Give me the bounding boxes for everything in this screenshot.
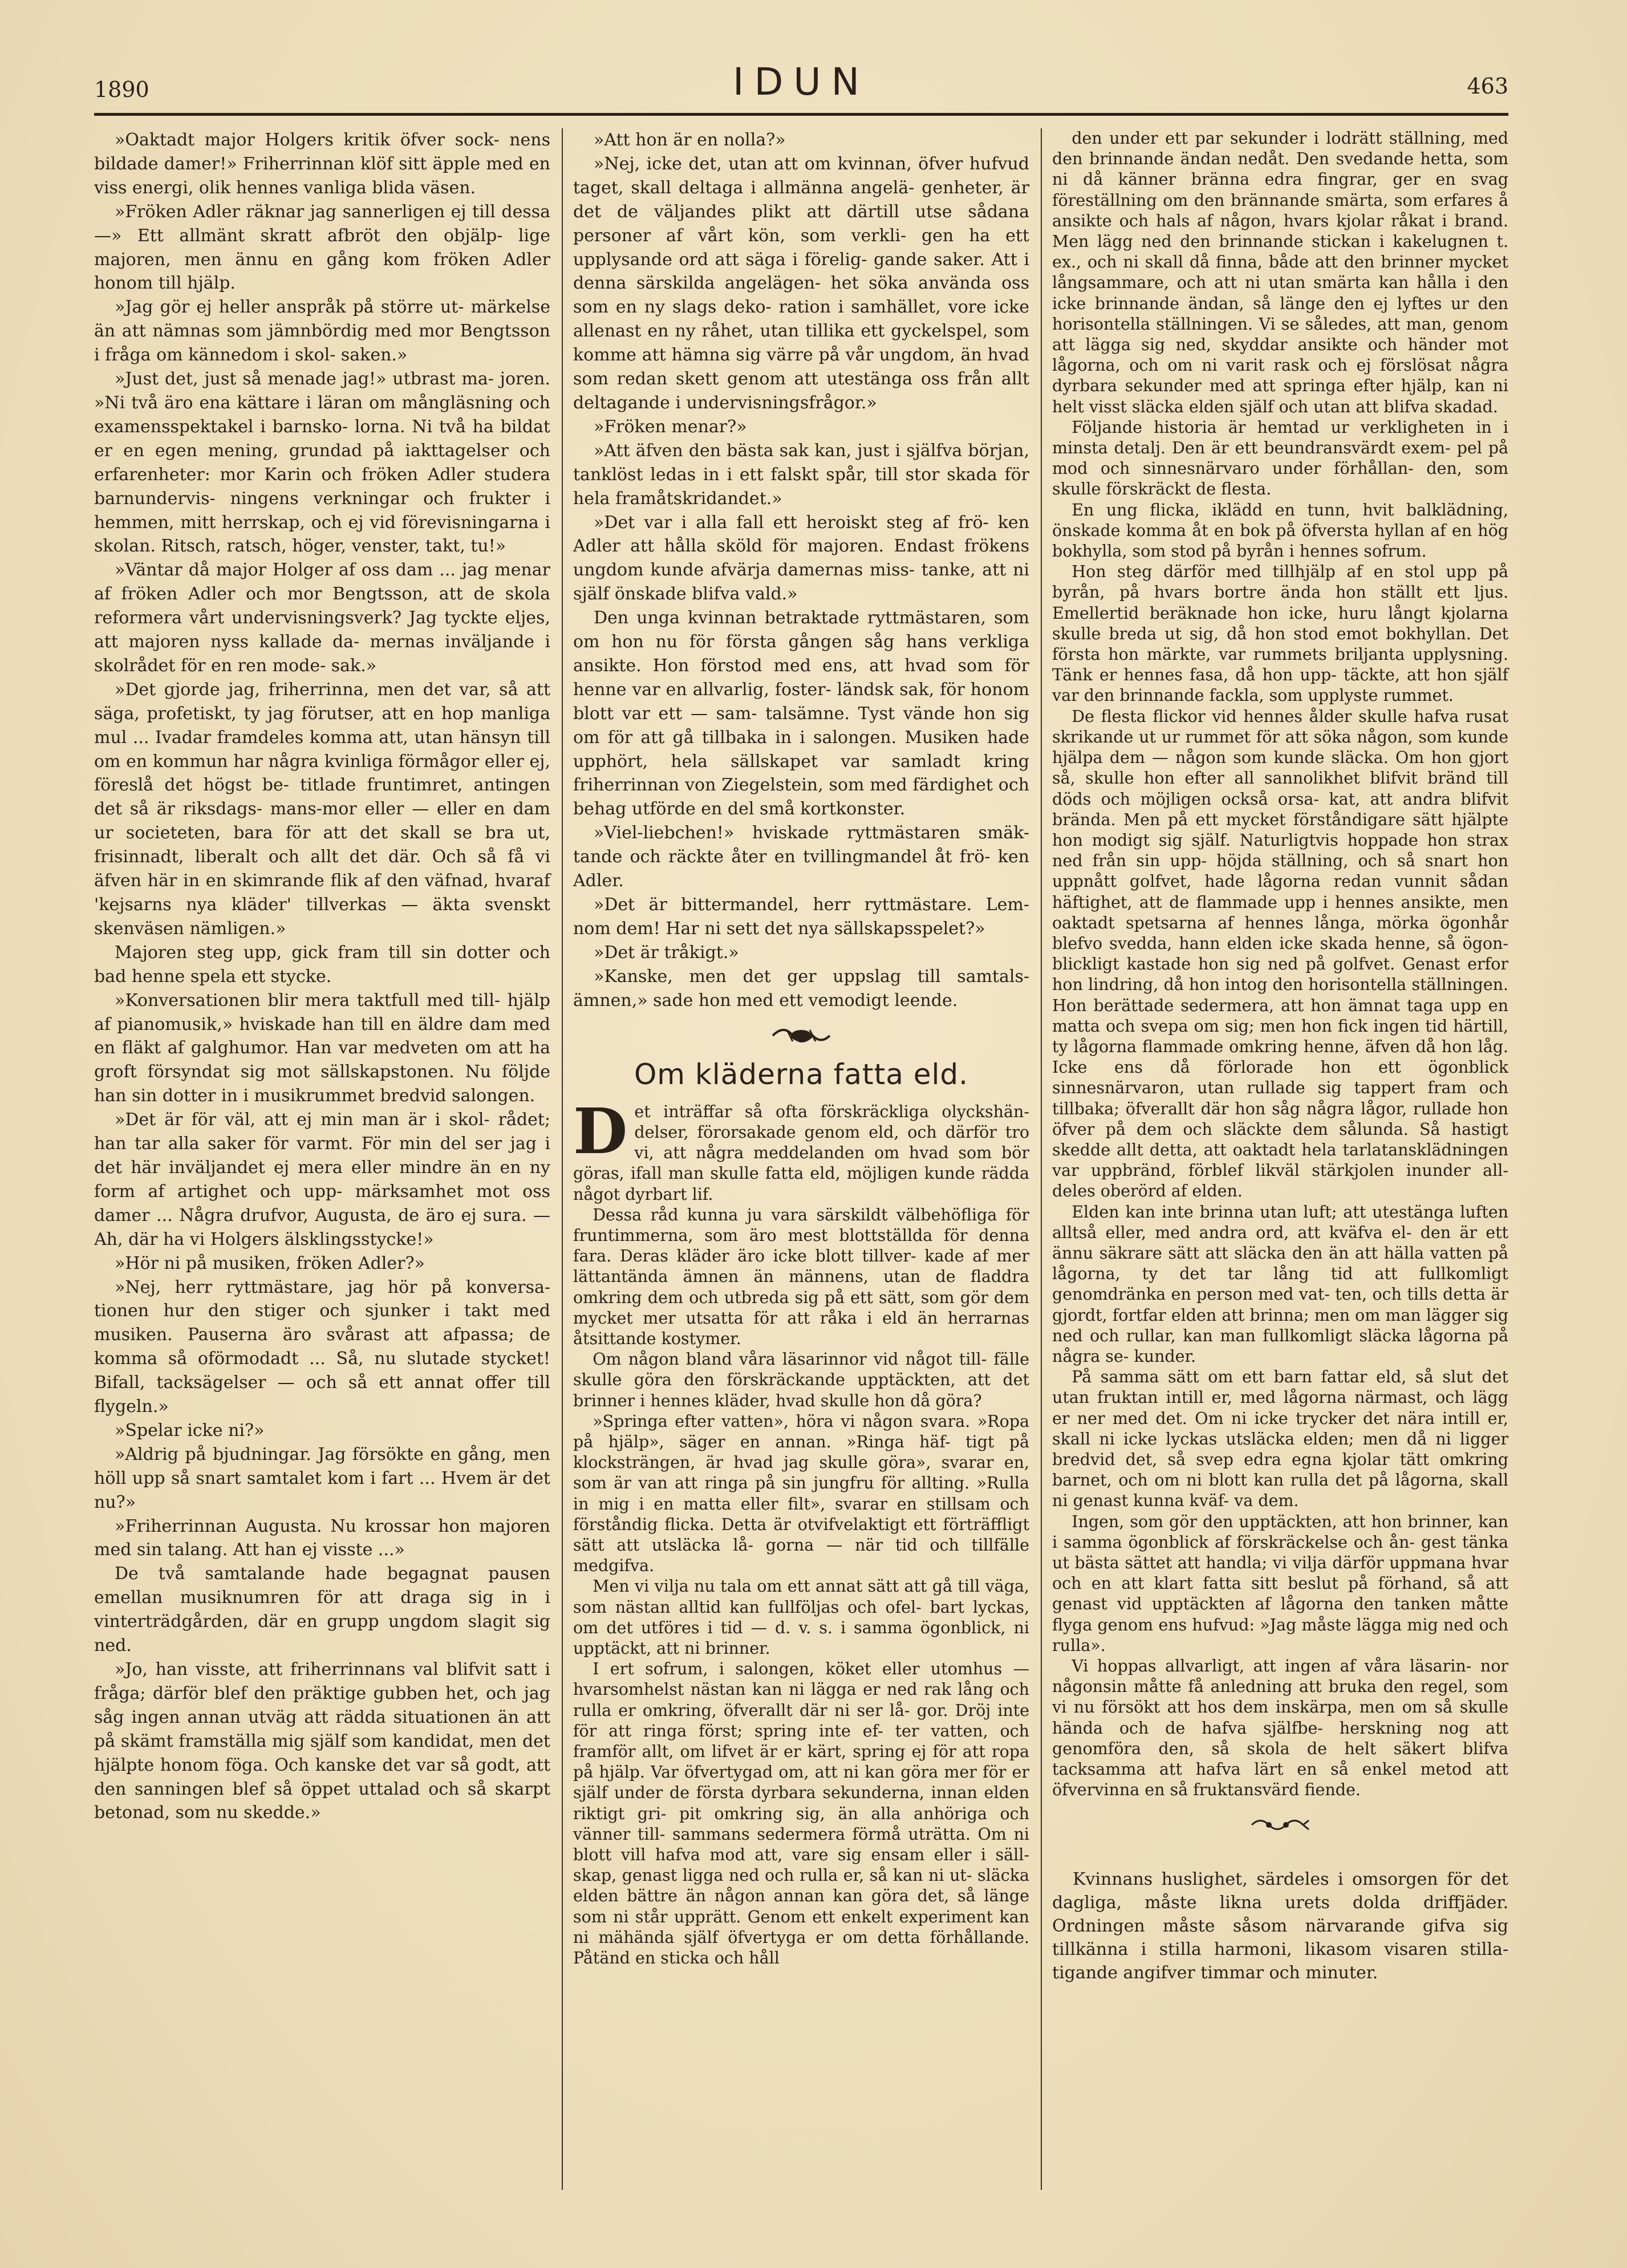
article-paragraph: »Springa efter vatten», höra vi någon svara. »Ropa på hjälp», säger en annan. »Ringa häf- tigt på klocksträngen, är hvad jag skulle göra», svarar en, som är van att ringa på sin jungfru för allting. »Rulla in mig i en matta eller filt», svarar en stillsam och förståndig flicka. Detta är otvifvelaktigt ett förträffligt sätt att utsläcka lå- gorna — när tid och tillfälle medgifva. [573, 1411, 1029, 1576]
drop-cap: D [573, 1094, 628, 1168]
paragraph: »Det är för väl, att ej min man är i skol- rådet; han tar alla saker för varmt. För min del ser jag i det här inväljandet ej mera eller mindre än en ny form af artighet och upp- märksamhet mot oss damer ... Några drufvor, Augusta, de äro ej sura. — Ah, där ha vi Holgers älsklingsstycke!» [94, 1110, 550, 1249]
masthead-title: IDUN [733, 60, 870, 104]
column-right [1052, 128, 1508, 1985]
paragraph: De två samtalande hade begagnat pausen emellan musiknumren för att draga sig in i vinterträdgården, där en grupp ungdom slagit sig ned. [94, 1564, 550, 1656]
paragraph: »Oaktadt major Holgers kritik öfver sock- nens bildade damer!» Friherrinnan klöf sitt äpple med en viss energi, olik hennes vanliga blida väsen. [94, 130, 550, 198]
paragraph: »Friherrinnan Augusta. Nu krossar hon majoren med sin talang. Att han ej visste ...» [94, 1516, 550, 1560]
divider-ornament [573, 1013, 1029, 1058]
paragraph: »Jo, han visste, att friherrinnans val blifvit satt i fråga; därför blef den präktige gubben het, och jag såg ingen annan utväg att rädda situationen än att på skämt framställa mig själf som kandidat, men det hjälpte honom föga. Och kanske det var så godt, att den sanningen blef så öppet uttalad och så skarpt betonad, som nu skedde.» [94, 1660, 550, 1823]
paragraph: »Spelar icke ni?» [115, 1420, 265, 1441]
header-year: 1890 [94, 77, 149, 102]
paragraph: »Hör ni på musiken, fröken Adler?» [115, 1253, 425, 1273]
paragraph: »Att äfven den bästa sak kan, just i själfva början, tanklöst ledas in i ett falskt spår, till stor skada för hela framåtskridandet.» [573, 440, 1029, 509]
article-paragraph: Om någon bland våra läsarinnor vid något till- fälle skulle göra den förskräckande upptäckten, att det brinner i hennes kläder, hvad skulle hon då göra? [573, 1350, 1029, 1410]
paragraph: »Nej, herr ryttmästare, jag hör på konversa- tionen hur den stiger och sjunker i takt med musiken. Pauserna äro svårast att afpassa; de komma så oförmodadt ... Så, nu slutade stycket! Bifall, tacksägelser — och så ett annat offer till flygeln.» [94, 1277, 550, 1417]
article-paragraph: Följande historia är hemtad ur verkligheten in i minsta detalj. Den är ett beundransvärdt exem- pel på mod och sinnesnärvaro under förhållan- den, som skulle förskräckt de flesta. [1052, 417, 1508, 499]
article-paragraph: I ert sofrum, i salongen, köket eller utomhus — hvarsomhelst nästan kan ni lägga er ned rak lång och rulla er omkring, öfverallt där ni ser lå- gor. Dröj inte för att ringa först; spring inte ef- ter vatten, och framför allt, om lifvet är er kärt, spring ej för att ropa på hjälp. Var öfvertygad om, att ni kan göra mer för er själf under de första dyrbara sekunderna, innan elden riktigt gri- pit omkring sig, än alla anhöriga och vänner till- sammans sedermera förmå uträtta. Om ni blott vill hafva mod att, vare sig ensam eller i säll- skap, genast ligga ned och rulla er, så kan ni ut- släcka elden bättre än någon annan kan göra det, så länge som ni står upprätt. Genom ett enkelt experiment kan ni mähända själf öfvertyga er om detta förhållande. Påtänd en sticka och håll [573, 1660, 1029, 1968]
article-paragraph: En ung flicka, iklädd en tunn, hvit balklädning, önskade komma åt en bok på öfversta hyllan af en hög bokhylla, som stod på byrån i hennes sofrum. [1052, 500, 1508, 561]
article-paragraph: Hon steg därför med tillhjälp af en stol upp på byrån, på hvars bortre ända hon ställt ett ljus. Emellertid beräknade hon icke, huru långt kjolarna skulle breda ut sig, då hon stod emot bokhyllan. Det första hon märkte, var rummets briljanta upplysning. Tänk er hennes fasa, då hon upp- täckte, att hon själf var den brinnande fackla, som upplyste rummet. [1052, 562, 1508, 705]
paragraph: »Det var i alla fall ett heroiskt steg af frö- ken Adler att hålla sköld för majoren. Endast frökens ungdom kunde afvärja damernas miss- tanke, att ni själf önskade blifva vald.» [573, 512, 1029, 604]
paragraph: »Konversationen blir mera taktfull med till- hjälp af pianomusik,» hviskade han till en äldre dam med en fläkt af galghumor. Han var medveten om att ha groft försyndat sig mot sällskapstonen. Nu följde han sin dotter in i musikrummet bredvid salongen. [94, 990, 550, 1106]
flourish-icon [770, 1021, 833, 1050]
column-rule-2 [1041, 128, 1042, 2190]
page-header [94, 60, 1508, 117]
paragraph: »Fröken Adler räknar jag sannerligen ej till dessa —» Ett allmänt skratt afbröt den objälp- lige majoren, men ännu en gång kom fröken Adler honom till hjälp. [94, 201, 550, 294]
article-paragraph: På samma sätt om ett barn fattar eld, så slut det utan fruktan intill er, med lågorna närmast, och lägg er ner med det. Om ni icke trycker det nära intill er, skall ni icke lyckas utsläcka elden; men då ni ligger bredvid det, så svep edra egna kjolar tätt omkring barnet, och om ni blott kan rulla det på lågorna, skall ni genast kunna kväf- va dem. [1052, 1368, 1508, 1511]
column-middle [573, 128, 1029, 1969]
article-title: Om kläderna fatta eld. [634, 1057, 969, 1091]
paragraph: »Fröken menar?» [594, 416, 747, 437]
paragraph: »Det gjorde jag, friherrinna, men det var, så att säga, profetiskt, ty jag förutser, att en hop manliga mul ... Ivadar framdeles komma att, utan hänsyn till om en kommun har några kvinliga förmågor eller ej, föreslå det högst be- titlade fruntimret, antingen det så är riksdags- mans-mor eller — eller en dam ur societeten, bara för att det skall se bra ut, frisinnadt, liberalt och allt det där. Och så få vi äfven här in en skimrande flik af den väfnad, hvaraf 'kejsarns nya kläder' tillverkas — äkta svenskt skenväsen nämligen.» [94, 679, 550, 939]
column-rule-1 [562, 128, 563, 2190]
article-paragraph: Elden kan inte brinna utan luft; att utestänga luften alltså eller, med andra ord, att kväfva el- den är ett ännu säkrare sätt att släcka den än att hälla vatten på lågorna, ty det tar lång tid att fullkomligt genomdränka en person med vat- ten, och tills detta är gjordt, fortfar elden att brinna; men om man lägger sig ned och rullar, kan man fullkomligt släcka lågorna på några se- kunder. [1052, 1202, 1508, 1366]
paragraph: »Viel-liebchen!» hviskade ryttmästaren smäk- tande och räckte åter en tvillingmandel åt frö- ken Adler. [573, 823, 1029, 891]
column-left [94, 128, 550, 1825]
article-lead: Det inträffar så ofta förskräckliga olyckshän- delser, förorsakade genom eld, och därför tro vi, att några meddelanden om hvad som bör göras, ifall man skulle fatta eld, möjligen kunde räddа något dyrbart lif. [573, 1094, 1029, 1204]
paragraph: »Det är tråkigt.» [594, 942, 739, 963]
paragraph: »Väntar då major Holger af oss dam ... jag menar af fröken Adler och mor Bengtsson, att de skola reformera vårt undervisningsverk? Jag tyckte eljes, att majoren nyss kallade da- mernas inväljande i skolrådet för en ren mode- sak.» [94, 560, 550, 676]
page-number: 463 [1467, 74, 1508, 99]
article-paragraph: De flesta flickor vid hennes ålder skulle hafva rusat skrikande ut ur rummet för att söka någon, som kunde hjälpa dem — någon som kunde släcka. Om hon gjort så, skulle hon efter all sannolikhet blifvit bränd till döds och möjligen också orsa- kat, att andra blifvit brända. Men på ett mycket förståndigare sätt hjälpte hon modigt sig själf. Naturligtvis hoppade hon strax ned från sin upp- höjda ställning, och så snart hon uppnått golfvet, hade lågorna redan vunnit sådan häftighet, att de flammade upp i hennes ansikte, men oaktadt spetsarna af hennes långa, mörka ögonhår blefvo svedda, hann elden icke skada henne, så ögon- blickligt kastade hon sig ned på golfvet. Genast erfor hon lindring, då hon intog den horisontella ställningen. Hon berättade sedermera, att hon ämnat taga upp en matta och svepa om sig; men hon fick ingen tid härtill, ty lågorna flammade omkring henne, äfven då hon låg. Icke ens då förlorade hon ett ögonblick sinnesnärvaron, utan rullade sig tappert fram och tillbaka; öfverallt där hon såg några lågor, rullade hon öfver på dem och släckte dem sålunda. Så hastigt skedde allt detta, att oaktadt hela tarlatansklädningen var uppbränd, förblef likväl stärkjolen inunder all- deles oberörd af elden. [1052, 707, 1508, 1201]
article-paragraph: Vi hoppas allvarligt, att ingen af våra läsarin- nor någonsin måtte få anledning att bruka den regel, som vi nu försökt att hos dem inskärpa, men om så skulle hända och de hafva själfbe- herskning nog att genomföra den, så skola de helt säkert blifva tacksamma att hafva lärt en så enkel metod att öfvervinna en så fruktansvärd fiende. [1052, 1657, 1508, 1800]
paragraph: »Att hon är en nolla?» [594, 130, 786, 150]
closing-paragraph: Kvinnans huslighet, särdeles i omsorgen för det dagliga, måste likna urets dolda driffjäder. Ordningen måste såsom närvarande gifva sig tillkänna i stilla harmoni, likasom visaren stilla- tigande angifver timmar och minuter. [1052, 1869, 1508, 1983]
article-paragraph: Dessa råd kunna ju vara särskildt välbehöfliga för fruntimmerna, som äro mest blottställda för denna fara. Deras kläder äro icke blott tillver- kade af mer lättantända ämnen än männens, utan de fladdra omkring dem och utbreda sig på ett sätt, som gör dem mycket mer utsatta för att råka i eld än herrarnas åtsittande kostymer. [573, 1205, 1029, 1348]
closing-ornament [1052, 1805, 1508, 1845]
vine-ornament-icon [1249, 1813, 1312, 1836]
header-rule [94, 113, 1508, 116]
article-paragraph: Men vi vilja nu tala om ett annat sätt att gå till väga, som nästan alltid kan fullföljas och ofel- bart lyckas, om det utföres i tid — d. v. s. i samma ögonblick, ni upptäckt, att ni brinner. [573, 1577, 1029, 1658]
article-paragraph: Ingen, som gör den upptäckten, att hon brinner, kan i samma ögonblick af förskräckelse och ån- gest tänka ut bästa sättet att handla; vi vilja därför uppmana hvar och en att klart fatta sitt beslut på förhand, så att genast vid upptäckten af lågorna den tanken måtte flyga genom ens hufvud: »Jag måste lägga mig ned och rulla». [1052, 1512, 1508, 1655]
paragraph: »Jag gör ej heller anspråk på större ut- märkelse än att nämnas som jämnbördig med mor Bengtsson i fråga om kännedom i skol- saken.» [94, 297, 550, 366]
paragraph: »Just det, just så menade jag!» utbrast ma- joren. »Ni två äro ena kättare i läran om mångläsning och examensspektakel i barnsko- lorna. Ni två ha bildat er en egen mening, grundad på iakttagelser och erfarenheter: mor Karin och fröken Adler studera barnundervis- ningens verkningar och frukter i hemmen, mitt herrskap, och ej vid förevisningarna i skolan. Ritsch, ratsch, höger, venster, takt, tu!» [94, 369, 550, 557]
paragraph: »Kanske, men det ger uppslag till samtals- ämnen,» sade hon med ett vemodigt leende. [573, 966, 1029, 1011]
paragraph: Majoren steg upp, gick fram till sin dotter och bad henne spela ett stycke. [94, 942, 550, 987]
paragraph: »Det är bittermandel, herr ryttmästare. Lem- nom dem! Har ni sett det nya sällskapsspelet?» [573, 895, 1029, 939]
paragraph: »Aldrig på bjudningar. Jag försökte en gång, men höll upp så snart samtalet kom i fart ... Hvem är det nu?» [94, 1444, 550, 1512]
paragraph: »Nej, icke det, utan att om kvinnan, öfver hufvud taget, skall deltaga i allmänna angelä- genheter, är det de väljandes plikt att därtill utse sådana personer af vårt kön, som verkli- gen ha ett upplysande ord att säga i förelig- gande saker. Att i denna särskilda angelägen- het söka använda oss som en ny slags deko- ration i samhället, vore icke allenast en ny råhet, utan tillika ett gyckelspel, som komme att hämna sig värre på vår ungdom, än hvad som redan skett genom att utestänga oss från allt deltagande i undervisningsfrågor.» [573, 153, 1029, 413]
article-paragraph: den under ett par sekunder i lodrätt ställning, med den brinnande ändan nedåt. Den svedande hetta, som ni då känner bränna edra fingrar, ger en svag föreställning om den brännande smärta, som erfares å ansikte och hals af någon, hvars kjolar råkat i brand. Men lägg ned den brinnande stickan i kakelugnen t. ex., och ni skall då finna, både att den brinner mycket långsammare, och att ni utan smärta kan hålla i den icke brinnande ändan, så länge den ej lyftes ur den horisontella ställningen. Vi se således, att man, genom att lägga sig ned, skyddar ansikte och händer mot lågorna, och om ni varit rask och ej förslösat några dyrbara sekunder med att springa efter hjälp, kan ni helt visst släcka elden själf och utan att blifva skadad. [1052, 129, 1508, 416]
paragraph: Den unga kvinnan betraktade ryttmästaren, som om hon nu för första gången såg hans verkliga ansikte. Hon förstod med ens, att hvad som för henne var en allvarlig, foster- ländsk sak, för honom blott var ett — sam- talsämne. Tyst vände hon sig om för att gå tillbaka in i salongen. Musiken hade upphört, hela sällskapet var samladt kring friherrinnan von Ziegelstein, som med färdighet och behag utförde en del små kortkonster. [573, 608, 1029, 819]
